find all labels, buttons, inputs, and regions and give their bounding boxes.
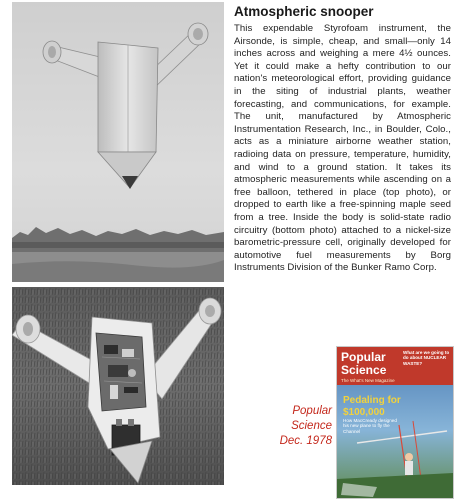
article-body: This expendable Styrofoam instrument, the Airsonde, is simple, cheap, and small—only 14 inches across and weighing a mere 4½ ounces. Yet it could make a hefty contribution to our nation's meteorological effort, providing guidance in the siting of industrial plants, weather forecasting, and communications, for example. The unit, manufactured by Atmospheric Instrumentation Research, Inc., in Boulder, Colo., acts as a miniature airborne weather station, radioing data on pressure, temperature, humidity, and wind to a ground station. It takes its atmospheric measurements while ascending on a free balloon, tethered in place (top photo), or dropped to earth like a free-spinning maple seed from a tree. Inside the body is solid-state radio circuitry (bottom photo) attached to a nickel-size barometric-pressure cell, originally developed for automotive fuel measurements by Borg Instruments Division of the Bunker Ramo Corp.	[234, 23, 451, 274]
article-title: Atmospheric snooper	[234, 4, 374, 19]
cover-headline-line2: $100,000	[343, 407, 385, 418]
cover-teaser: What are we going to do about NUCLEAR WASTE?	[403, 350, 450, 366]
source-caption	[258, 404, 332, 449]
cover-masthead-line2: Science	[341, 363, 387, 377]
magazine-cover-image	[336, 346, 454, 499]
caption-line-magazine: Popular	[292, 405, 332, 417]
airsonde-flight-photo	[12, 2, 224, 282]
cover-masthead-line1: Popular	[341, 350, 386, 364]
article	[234, 3, 451, 275]
caption-line-science: Science	[291, 420, 332, 432]
cover-headline-line1: Pedaling for	[343, 395, 401, 406]
cover-subhead: How MacCready designed his new plane to fly the Channel	[343, 418, 397, 434]
cover-tagline: The What's New Magazine	[341, 378, 395, 383]
caption-line-date: Dec. 1978	[279, 435, 332, 447]
airsonde-circuitry-photo	[12, 287, 224, 485]
